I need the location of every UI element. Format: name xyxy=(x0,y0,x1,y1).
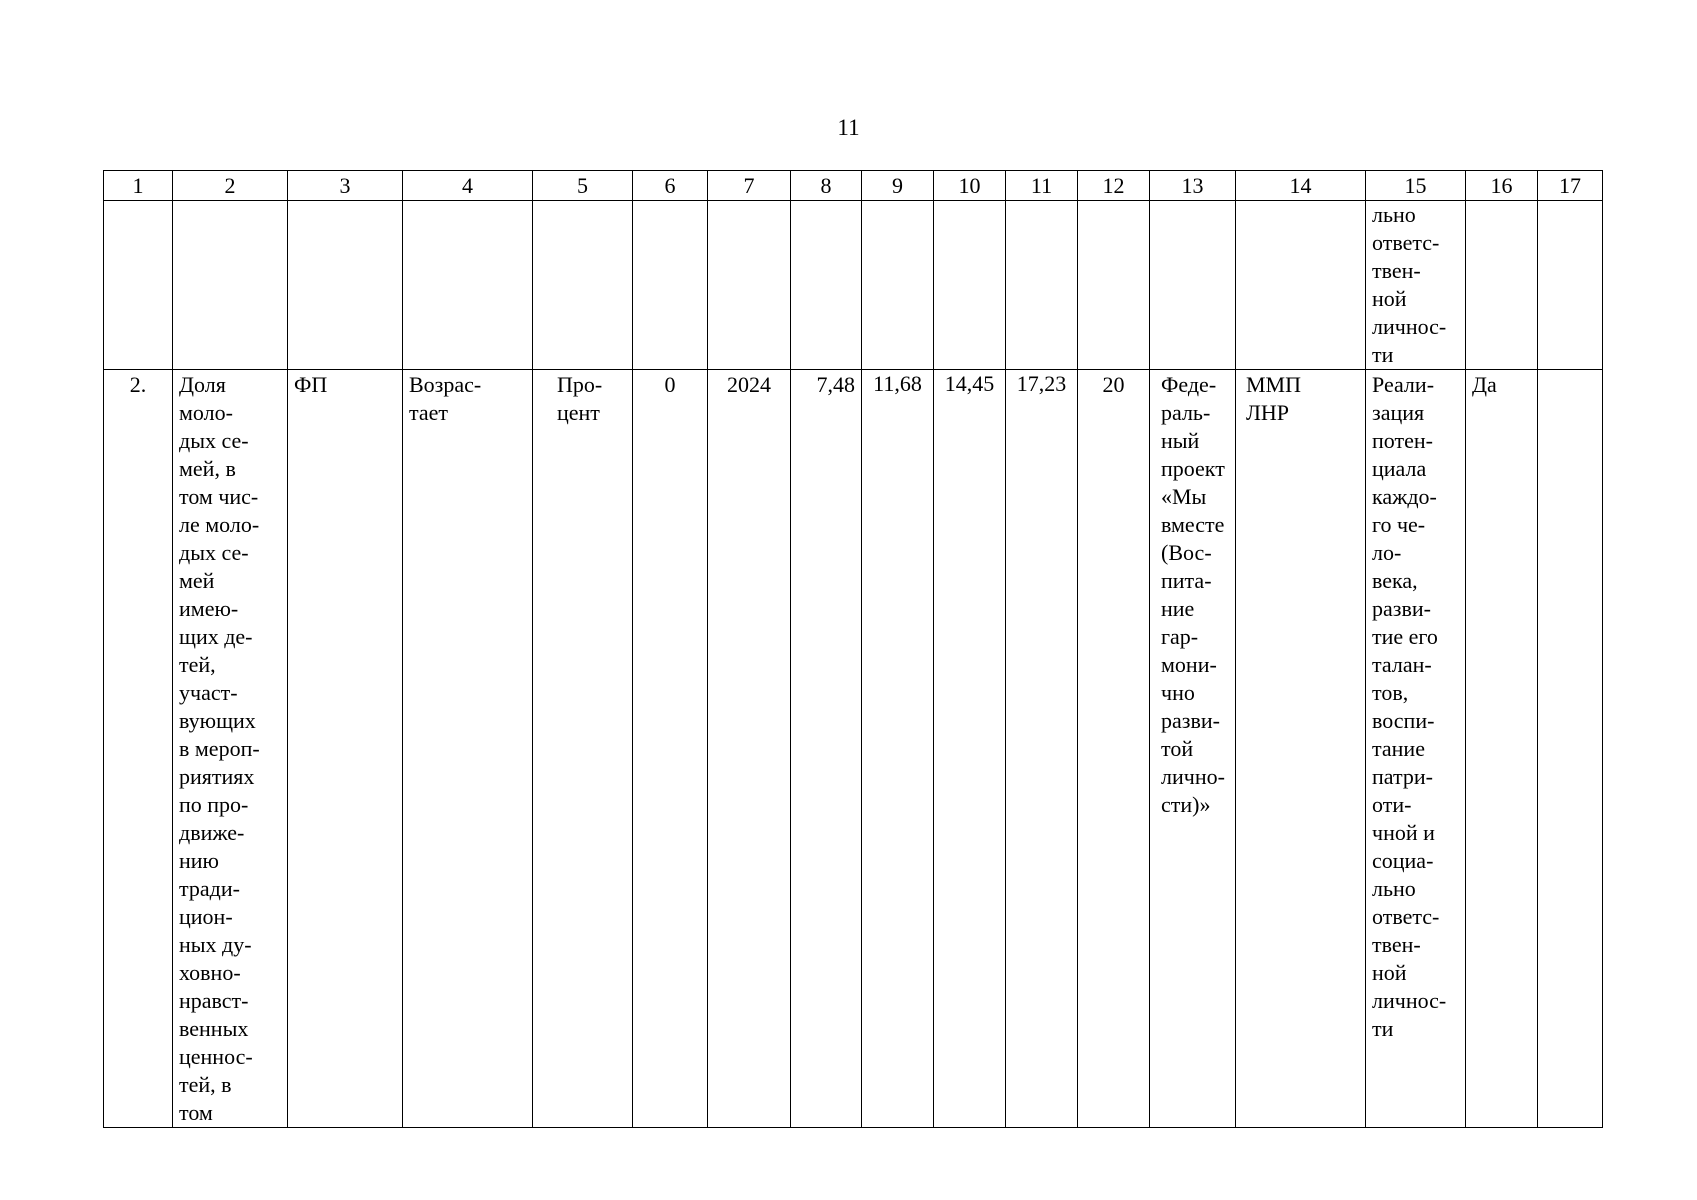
column-header: 10 xyxy=(934,171,1006,201)
year-cell xyxy=(708,370,791,1128)
column-number-row xyxy=(104,171,1603,201)
column-header: 12 xyxy=(1078,171,1150,201)
column-header: 17 xyxy=(1538,171,1603,201)
value-11: 17,23 xyxy=(1016,371,1067,396)
indicator-type: ФП xyxy=(294,372,328,397)
trend: Возрас- тает xyxy=(409,372,482,425)
table-cell xyxy=(633,201,708,370)
column-header: 6 xyxy=(633,171,708,201)
column-header: 8 xyxy=(791,171,862,201)
table-cell xyxy=(104,201,173,370)
page-number: 11 xyxy=(837,115,860,140)
table-cell xyxy=(1006,201,1078,370)
table-cell xyxy=(791,201,862,370)
indicators-table xyxy=(103,170,1603,1128)
table-cell xyxy=(403,201,533,370)
column-header: 2 xyxy=(173,171,288,201)
value-9: 11,68 xyxy=(873,371,922,396)
table-cell xyxy=(1538,201,1603,370)
goal: Реали- зация потен- циала каждо- го че- ло- века, разви- тие его талан- тов, воспи- тание патри- оти- чной и социа- льно ответс- твен- ной личнос- ти xyxy=(1372,372,1447,1041)
table-cell xyxy=(173,201,288,370)
row-number-cell xyxy=(104,370,173,1128)
column-header: 9 xyxy=(862,171,934,201)
table-row-continuation xyxy=(104,201,1603,370)
goal-continuation-text: льно ответс- твен- ной личнос- ти xyxy=(1372,202,1447,367)
indicator-type-cell xyxy=(288,370,403,1128)
base-value: 0 xyxy=(664,372,676,397)
document-cell xyxy=(1150,370,1236,1128)
value-cell xyxy=(862,370,934,1128)
value-12: 20 xyxy=(1102,372,1125,397)
table-cell xyxy=(862,201,934,370)
column-header: 11 xyxy=(1006,171,1078,201)
unit: Про- цент xyxy=(557,372,603,425)
value-cell xyxy=(1078,370,1150,1128)
source-document: Феде- раль- ный проект «Мы вместе (Вос- пита- ние гар- мони- чно разви- той лично- сти)» xyxy=(1161,372,1225,817)
table-row-indicator-2 xyxy=(104,370,1603,1128)
value-cell xyxy=(791,370,862,1128)
column-header: 4 xyxy=(403,171,533,201)
trend-cell xyxy=(403,370,533,1128)
table-cell xyxy=(708,201,791,370)
col17-cell xyxy=(1538,370,1603,1128)
column-header: 13 xyxy=(1150,171,1236,201)
row-number: 2. xyxy=(129,372,147,397)
unit-cell xyxy=(533,370,633,1128)
responsible-cell xyxy=(1236,370,1366,1128)
value-cell xyxy=(934,370,1006,1128)
table-cell xyxy=(934,201,1006,370)
column-header: 3 xyxy=(288,171,403,201)
table-cell xyxy=(1236,201,1366,370)
goal-cell xyxy=(1366,370,1466,1128)
column-header: 1 xyxy=(104,171,173,201)
table-cell xyxy=(288,201,403,370)
column-header: 15 xyxy=(1366,171,1466,201)
base-value-cell xyxy=(633,370,708,1128)
flag: Да xyxy=(1472,372,1497,397)
column-header: 5 xyxy=(533,171,633,201)
value-cell xyxy=(1006,370,1078,1128)
indicator-name: Доля моло- дых се- мей, в том чис- ле моло- дых се- мей имею- щих де- тей, участ- вующих в мероп- риятиях по про- движе- нию тради- цион- ных ду- ховно- нравст- венных ценнос- тей, в том xyxy=(179,372,260,1125)
responsible: ММП ЛНР xyxy=(1246,372,1302,425)
flag-cell xyxy=(1466,370,1538,1128)
value-8: 7,48 xyxy=(816,372,855,397)
indicator-name-cell xyxy=(173,370,288,1128)
column-header: 7 xyxy=(708,171,791,201)
table-cell xyxy=(1466,201,1538,370)
column-header: 14 xyxy=(1236,171,1366,201)
value-10: 14,45 xyxy=(944,371,995,396)
table-cell xyxy=(1150,201,1236,370)
column-header: 16 xyxy=(1466,171,1538,201)
table-cell xyxy=(533,201,633,370)
table-cell xyxy=(1078,201,1150,370)
year: 2024 xyxy=(727,372,771,397)
goal-continuation-cell xyxy=(1366,201,1466,370)
